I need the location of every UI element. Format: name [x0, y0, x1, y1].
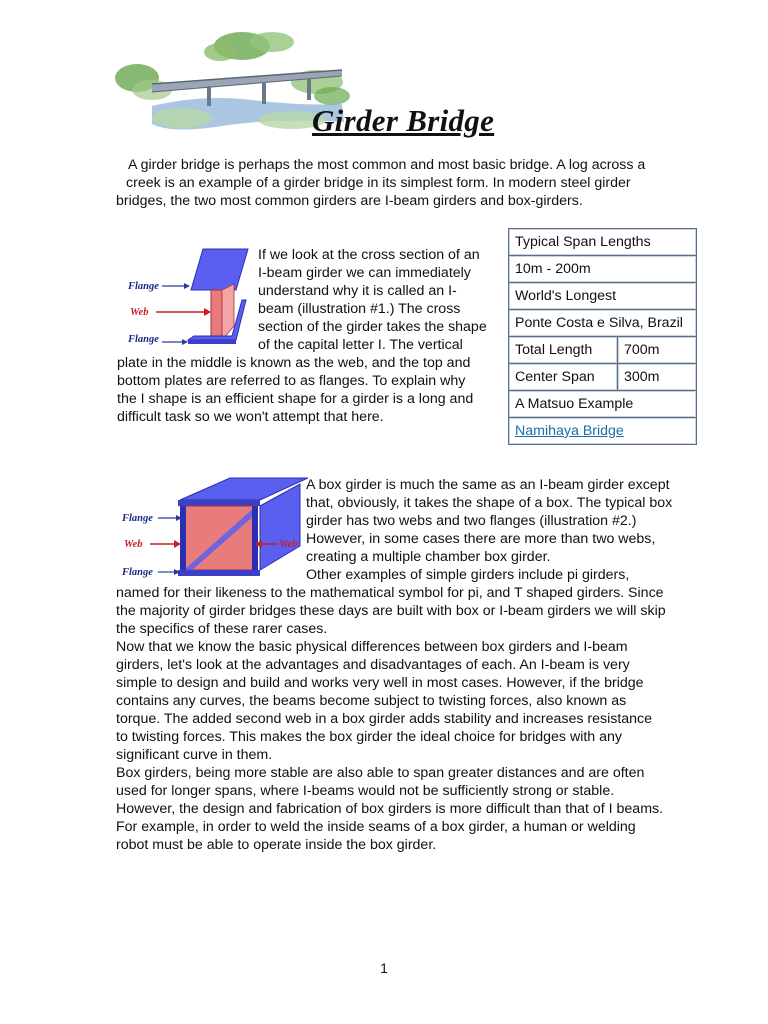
intro-paragraph [116, 156, 682, 210]
page-title: Girder Bridge [312, 103, 495, 138]
total-length-label: Total Length [509, 337, 618, 364]
ibeam-web-label: Web [130, 307, 149, 318]
ibeam-paragraph [117, 246, 495, 426]
ibeam-line: difficult task so we won't attempt that here. [117, 409, 384, 425]
ibeam-line: bottom plates are referred to as flanges. To explain why [117, 373, 466, 389]
box-flange-top-label: Flange [122, 513, 153, 524]
ibeam-line: understand why it is called an I- [258, 283, 457, 299]
ibeam-line: If we look at the cross section of an [258, 247, 480, 263]
box-line: However, the design and fabrication of box girders is more difficult than that of I beams. [116, 801, 664, 817]
table-row [509, 364, 697, 391]
ibeam-line: section of the girder takes the shape [258, 319, 487, 335]
intro-line: A girder bridge is perhaps the most common and most basic bridge. A log across a [128, 157, 646, 173]
box-line: A box girder is much the same as an I-beam girder except [306, 477, 670, 493]
center-span-value: 300m [618, 364, 697, 391]
example-link-cell [509, 418, 697, 445]
box-line: the specifics of these rarer cases. [116, 621, 328, 637]
center-span-label: Center Span [509, 364, 618, 391]
box-line: girder has two webs and two flanges (illustration #2.) [306, 513, 637, 529]
ibeam-line: plate in the middle is known as the web, and the top and [117, 355, 471, 371]
box-web-right-label: Web [279, 539, 298, 550]
ibeam-line: of the capital letter I. The vertical [258, 337, 463, 353]
worlds-longest-value: Ponte Costa e Silva, Brazil [509, 310, 697, 337]
box-line: Other examples of simple girders include pi girders, [306, 567, 630, 583]
example-header: A Matsuo Example [509, 391, 697, 418]
box-line: Box girders, being more stable are also able to span greater distances and are often [116, 765, 645, 781]
table-row [509, 337, 697, 364]
typical-span-value: 10m - 200m [509, 256, 697, 283]
namihaya-bridge-link[interactable]: Namihaya Bridge [515, 423, 624, 439]
box-line: that, obviously, it takes the shape of a box. The typical box [306, 495, 673, 511]
table-row [509, 310, 697, 337]
box-line: named for their likeness to the mathematical symbol for pi, and T shaped girders. Since [116, 585, 664, 601]
ibeam-line: the I shape is an efficient shape for a girder is a long and [117, 391, 474, 407]
page-number: 1 [380, 960, 388, 976]
box-web-left-label: Web [124, 539, 143, 550]
table-row [509, 229, 697, 256]
box-line: Now that we know the basic physical differences between box girders and I-beam [116, 639, 628, 655]
box-line: used for longer spans, where I-beams would not be sufficiently strong or stable. [116, 783, 615, 799]
worlds-longest-header: World's Longest [509, 283, 697, 310]
table-row [509, 283, 697, 310]
ibeam-flange-top-label: Flange [128, 281, 159, 292]
ibeam-flange-bottom-label: Flange [128, 334, 159, 345]
box-flange-bottom-label: Flange [122, 567, 153, 578]
box-line: robot must be able to operate inside the box girder. [116, 837, 437, 853]
total-length-value: 700m [618, 337, 697, 364]
box-line: simple to design and build and works very well in most cases. However, if the bridge [116, 675, 644, 691]
box-girder-paragraph [116, 476, 702, 854]
box-line: girders, let's look at the advantages and disadvantages of each. An I-beam is very [116, 657, 630, 673]
intro-line: bridges, the two most common girders are I-beam girders and box-girders. [116, 193, 583, 209]
intro-line: creek is an example of a girder bridge in its simplest form. In modern steel girder [126, 175, 631, 191]
typical-span-header: Typical Span Lengths [509, 229, 697, 256]
ibeam-line: beam (illustration #1.) The cross [258, 301, 461, 317]
table-row [509, 391, 697, 418]
box-line: the majority of girder bridges these days are built with box or I-beam girders we will skip [116, 603, 666, 619]
box-line: torque. The added second web in a box girder adds stability and increases resistance [116, 711, 653, 727]
box-line: to twisting forces. This makes the box girder the ideal choice for bridges with any [116, 729, 623, 745]
table-row [509, 418, 697, 445]
box-line: creating a multiple chamber box girder. [306, 549, 551, 565]
table-row [509, 256, 697, 283]
box-line: For example, in order to weld the inside seams of a box girder, a human or welding [116, 819, 636, 835]
box-line: significant curve in them. [116, 747, 273, 763]
box-line: contains any curves, the beams become subject to twisting forces, also known as [116, 693, 627, 709]
box-line: However, in some cases there are more than two webs, [306, 531, 656, 547]
ibeam-line: I-beam girder we can immediately [258, 265, 471, 281]
span-lengths-table [508, 228, 697, 445]
